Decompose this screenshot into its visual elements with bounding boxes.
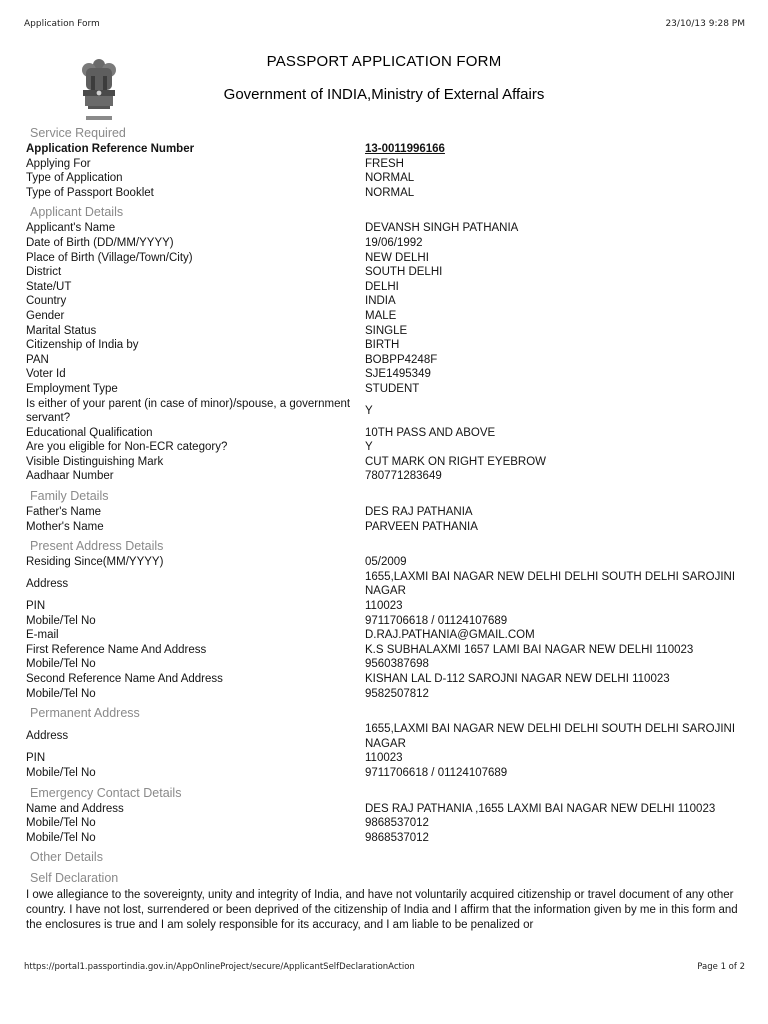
row-non-ecr xyxy=(26,440,742,455)
section-family-details: Family Details xyxy=(30,489,109,504)
row-marital-status xyxy=(26,324,742,339)
print-title: Application Form xyxy=(24,19,100,29)
row-country xyxy=(26,294,742,309)
row-residing-since xyxy=(26,555,742,570)
row-father-name xyxy=(26,505,742,520)
page-number: Page 1 of 2 xyxy=(697,962,745,972)
row-aadhaar xyxy=(26,469,742,484)
field-value: BIRTH xyxy=(365,339,400,352)
field-value: D.RAJ.PATHANIA@GMAIL.COM xyxy=(365,629,535,642)
row-citizenship xyxy=(26,338,742,353)
field-value: 110023 xyxy=(365,600,403,613)
row-emergency-name-address xyxy=(26,802,742,817)
row-application-reference xyxy=(26,142,742,157)
row-first-reference-mobile xyxy=(26,657,742,672)
field-label: Educational Qualification xyxy=(26,426,153,439)
row-type-of-application xyxy=(26,171,742,186)
page-url: https://portal1.passportindia.gov.in/AppOnlineProject/secure/ApplicantSelfDeclarationAction xyxy=(24,962,415,972)
row-present-pin xyxy=(26,599,742,614)
field-value: 19/06/1992 xyxy=(365,236,423,249)
field-value: SJE1495349 xyxy=(365,368,431,381)
field-value: 9868537012 xyxy=(365,817,429,830)
field-value: DES RAJ PATHANIA ,1655 LAXMI BAI NAGAR NEW DELHI 110023 xyxy=(365,802,716,815)
field-value: DELHI xyxy=(365,280,399,293)
field-value: MALE xyxy=(365,309,397,322)
row-distinguishing-mark xyxy=(26,455,742,470)
field-value: DES RAJ PATHANIA xyxy=(365,506,473,519)
field-value: Y xyxy=(365,404,373,417)
row-employment-type xyxy=(26,382,742,397)
field-label: Address xyxy=(26,578,69,591)
row-pan xyxy=(26,353,742,368)
row-type-of-booklet xyxy=(26,186,742,201)
field-value: Y xyxy=(365,441,373,454)
field-value: DEVANSH SINGH PATHANIA xyxy=(365,222,519,235)
field-value: 1655,LAXMI BAI NAGAR NEW DELHI DELHI SOUTH DELHI SAROJINI NAGAR xyxy=(365,570,736,598)
field-label: Marital Status xyxy=(26,324,97,337)
field-value: 9711706618 / 01124107689 xyxy=(365,766,508,779)
field-label: Gender xyxy=(26,309,65,322)
field-label: Applying For xyxy=(26,157,91,170)
field-value: 10TH PASS AND ABOVE xyxy=(365,426,496,439)
field-value: SINGLE xyxy=(365,324,408,337)
field-label: Father's Name xyxy=(26,506,102,519)
row-applicant-name xyxy=(26,221,742,236)
field-label: Residing Since(MM/YYYY) xyxy=(26,556,164,569)
field-label: Mobile/Tel No xyxy=(26,817,96,830)
field-value: NEW DELHI xyxy=(365,251,429,264)
row-second-reference-mobile xyxy=(26,687,742,702)
field-value: PARVEEN PATHANIA xyxy=(365,520,478,533)
field-label: Mobile/Tel No xyxy=(26,687,96,700)
field-value: K.S SUBHALAXMI 1657 LAMI BAI NAGAR NEW DELHI 110023 xyxy=(365,643,694,656)
field-value: FRESH xyxy=(365,157,404,170)
section-emergency-contact: Emergency Contact Details xyxy=(30,785,182,800)
form-subtitle: Government of INDIA,Ministry of External Affairs xyxy=(223,86,545,103)
reference-number-link[interactable]: 13-0011996166 xyxy=(365,143,445,155)
field-value: 9868537012 xyxy=(365,831,429,844)
field-label: Are you eligible for Non-ECR category? xyxy=(26,441,228,454)
field-label: Mobile/Tel No xyxy=(26,658,96,671)
section-service-required: Service Required xyxy=(30,126,126,140)
row-permanent-mobile xyxy=(26,766,742,781)
row-permanent-address xyxy=(26,722,742,751)
row-email xyxy=(26,628,742,643)
field-value: 1655,LAXMI BAI NAGAR NEW DELHI DELHI SOUTH DELHI SAROJINI NAGAR xyxy=(365,723,736,750)
field-value: NORMAL xyxy=(365,186,415,199)
field-label: Employment Type xyxy=(26,382,118,395)
field-label: PIN xyxy=(26,600,46,613)
field-label: Is either of your parent (in case of minor)/spouse, a government servant? xyxy=(26,397,351,425)
row-permanent-pin xyxy=(26,751,742,766)
field-value: BOBPP4248F xyxy=(365,353,438,366)
section-self-declaration: Self Declaration xyxy=(30,871,119,886)
row-mother-name xyxy=(26,520,742,535)
field-value: 780771283649 xyxy=(365,470,442,483)
field-value: INDIA xyxy=(365,295,396,308)
row-date-of-birth xyxy=(26,236,742,251)
row-place-of-birth xyxy=(26,251,742,266)
field-value: SOUTH DELHI xyxy=(365,266,443,279)
field-label: State/UT xyxy=(26,280,72,293)
field-label: Mobile/Tel No xyxy=(26,766,96,779)
row-state xyxy=(26,280,742,295)
section-permanent-address: Permanent Address xyxy=(30,706,140,721)
page-header xyxy=(24,19,745,33)
field-label: Applicant's Name xyxy=(26,222,116,235)
field-value: KISHAN LAL D-112 SAROJNI NAGAR NEW DELHI 110023 xyxy=(365,673,670,685)
field-value: 9582507812 xyxy=(365,687,429,700)
field-label: Application Reference Number xyxy=(26,143,195,155)
row-emergency-mobile-1 xyxy=(26,816,742,831)
field-label: PIN xyxy=(26,752,46,765)
field-label: Second Reference Name And Address xyxy=(26,673,223,685)
field-label: First Reference Name And Address xyxy=(26,643,207,656)
section-applicant-details: Applicant Details xyxy=(30,205,124,220)
field-label: Citizenship of India by xyxy=(26,339,139,352)
field-label: Mobile/Tel No xyxy=(26,831,96,844)
row-present-address xyxy=(26,570,742,599)
form-body xyxy=(26,121,742,932)
field-label: Name and Address xyxy=(26,802,124,815)
row-emergency-mobile-2 xyxy=(26,831,742,846)
field-label: Place of Birth (Village/Town/City) xyxy=(26,251,193,264)
field-value: CUT MARK ON RIGHT EYEBROW xyxy=(365,455,547,468)
field-value: NORMAL xyxy=(365,172,415,185)
row-voter-id xyxy=(26,367,742,382)
field-value: STUDENT xyxy=(365,382,420,395)
row-educational-qualification xyxy=(26,426,742,441)
field-label: PAN xyxy=(26,353,49,366)
field-label: District xyxy=(26,266,62,279)
field-label: Address xyxy=(26,730,69,743)
field-value: 05/2009 xyxy=(365,556,407,569)
row-present-mobile xyxy=(26,614,742,629)
declaration-text: I owe allegiance to the sovereignty, unity and integrity of India, and have not voluntarily acquired citizenship or travel document of any other country. I have not lost, surrendered or been deprived of the citizenship of India and I affirm that the information given by me in this form and the enclosures is true and I am solely responsible for its accuracy, and I am liable to be penalized or xyxy=(26,889,738,931)
field-label: Country xyxy=(26,295,67,308)
row-first-reference xyxy=(26,643,742,658)
field-label: Voter Id xyxy=(26,368,66,381)
row-gender xyxy=(26,309,742,324)
row-second-reference xyxy=(26,672,742,687)
field-label: Aadhaar Number xyxy=(26,470,114,483)
section-present-address: Present Address Details xyxy=(30,539,164,554)
field-label: Mother's Name xyxy=(26,520,104,533)
print-timestamp: 23/10/13 9:28 PM xyxy=(665,19,745,29)
row-parent-government-servant xyxy=(26,397,742,426)
form-title: PASSPORT APPLICATION FORM xyxy=(266,53,502,70)
field-label: E-mail xyxy=(26,629,59,642)
field-label: Visible Distinguishing Mark xyxy=(26,455,164,468)
field-value: 9560387698 xyxy=(365,658,429,671)
row-applying-for xyxy=(26,157,742,172)
field-value: 9711706618 / 01124107689 xyxy=(365,614,508,627)
field-label: Type of Passport Booklet xyxy=(26,186,154,199)
field-label: Type of Application xyxy=(26,172,123,185)
section-other-details: Other Details xyxy=(30,850,103,865)
field-value: 110023 xyxy=(365,752,403,765)
field-label: Date of Birth (DD/MM/YYYY) xyxy=(26,236,174,249)
row-district xyxy=(26,265,742,280)
page-footer xyxy=(24,962,745,976)
field-label: Mobile/Tel No xyxy=(26,614,96,627)
